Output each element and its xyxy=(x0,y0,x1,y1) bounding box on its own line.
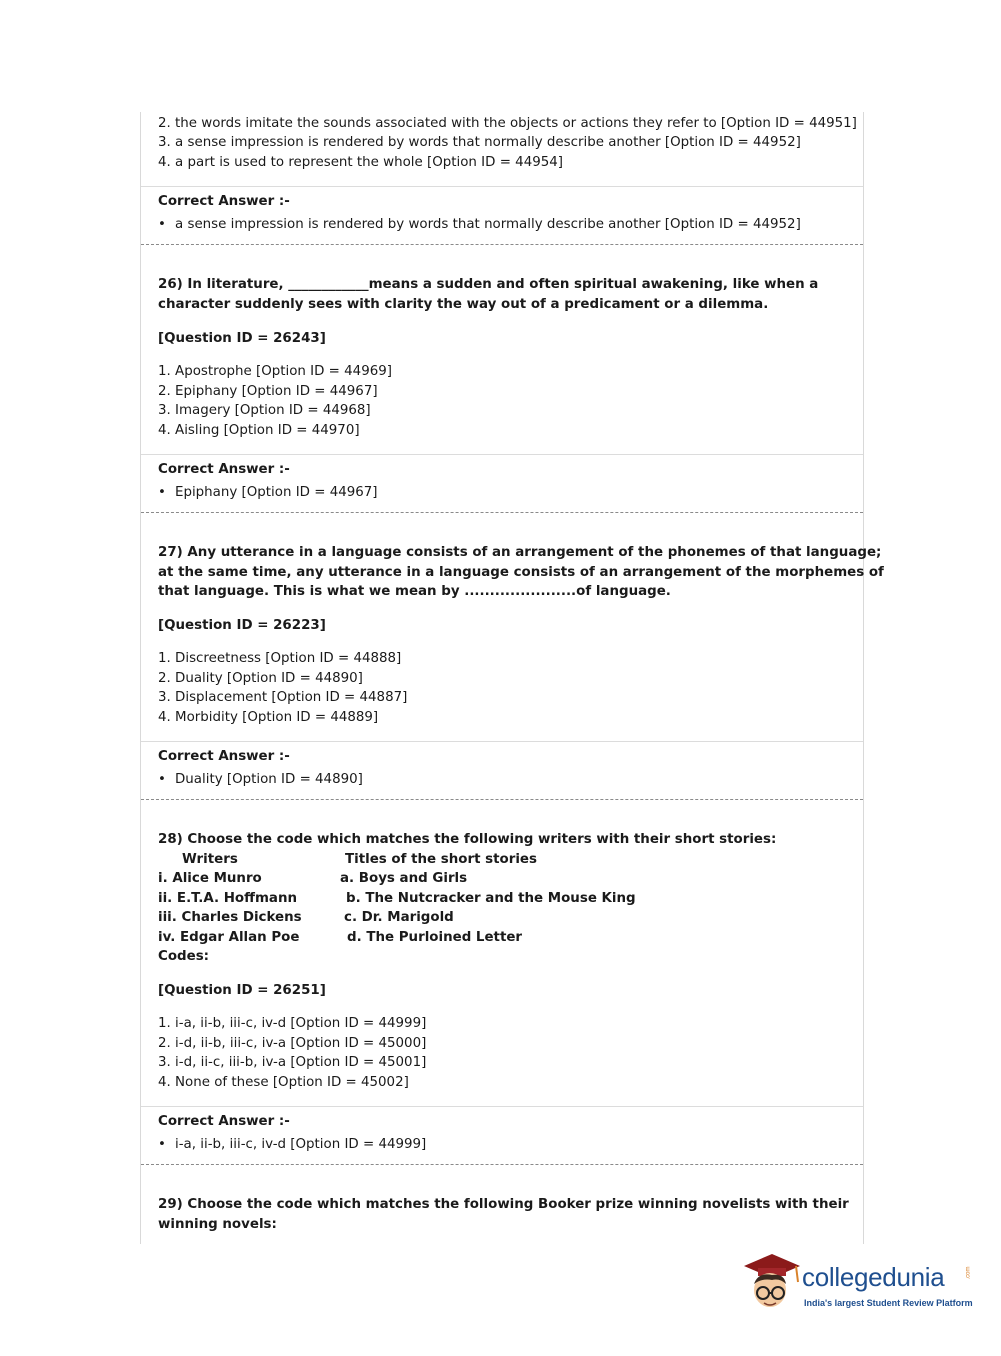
q27-answer-label: Correct Answer :- xyxy=(158,749,290,764)
q25-answer-label: Correct Answer :- xyxy=(158,194,290,209)
q28-codes-label: Codes: xyxy=(158,949,210,964)
divider xyxy=(141,186,863,187)
q28-title: b. The Nutcracker and the Mouse King xyxy=(346,891,636,906)
q28-option-2: 2. i-d, ii-b, iii-c, iv-a [Option ID = 45000] xyxy=(158,1036,427,1051)
q26-option-3: 3. Imagery [Option ID = 44968] xyxy=(158,403,371,418)
q27-option-3: 3. Displacement [Option ID = 44887] xyxy=(158,690,408,705)
q28-writer: iv. Edgar Allan Poe xyxy=(158,930,300,945)
q27-question-line-3: that language. This is what we mean by ......................of language. xyxy=(158,584,671,599)
q27-option-4: 4. Morbidity [Option ID = 44889] xyxy=(158,710,379,725)
q28-writer: iii. Charles Dickens xyxy=(158,910,302,925)
q28-answer-label: Correct Answer :- xyxy=(158,1114,290,1129)
q28-option-4: 4. None of these [Option ID = 45002] xyxy=(158,1075,409,1090)
q25-option-3: 3. a sense impression is rendered by words that normally describe another [Option ID = 44952] xyxy=(158,135,801,150)
q29-question-line-2: winning novels: xyxy=(158,1217,277,1232)
divider xyxy=(141,1106,863,1107)
q26-question-id: [Question ID = 26243] xyxy=(158,331,326,346)
q28-title: c. Dr. Marigold xyxy=(344,910,454,925)
q29-question-line-1: 29) Choose the code which matches the following Booker prize winning novelists with their xyxy=(158,1197,849,1212)
q26-option-2: 2. Epiphany [Option ID = 44967] xyxy=(158,384,378,399)
q25-answer: a sense impression is rendered by words that normally describe another [Option ID = 44952] xyxy=(175,217,801,232)
question-separator xyxy=(141,1164,863,1165)
divider xyxy=(141,741,863,742)
q28-option-1: 1. i-a, ii-b, iii-c, iv-d [Option ID = 44999] xyxy=(158,1016,427,1031)
logo-wordmark: collegedunia xyxy=(802,1262,945,1292)
q26-answer: Epiphany [Option ID = 44967] xyxy=(175,485,378,500)
question-separator xyxy=(141,799,863,800)
question-separator xyxy=(141,512,863,513)
logo-domain-suffix: .com xyxy=(965,1266,972,1280)
q28-col-head-titles: Titles of the short stories xyxy=(345,852,537,867)
q28-title: a. Boys and Girls xyxy=(340,871,468,886)
q27-option-2: 2. Duality [Option ID = 44890] xyxy=(158,671,363,686)
q28-question-id: [Question ID = 26251] xyxy=(158,983,326,998)
bullet: • xyxy=(158,1137,166,1152)
q26-question-line-1: 26) In literature, ____________means a sudden and often spiritual awakening, like when a xyxy=(158,277,819,292)
q28-option-3: 3. i-d, ii-c, iii-b, iv-a [Option ID = 45001] xyxy=(158,1055,427,1070)
q25-option-4: 4. a part is used to represent the whole [Option ID = 44954] xyxy=(158,155,563,170)
bullet: • xyxy=(158,772,166,787)
q26-option-1: 1. Apostrophe [Option ID = 44969] xyxy=(158,364,392,379)
q28-col-head-writers: Writers xyxy=(182,852,238,867)
q27-question-line-1: 27) Any utterance in a language consists of an arrangement of the phonemes of that language; xyxy=(158,545,882,560)
q26-option-4: 4. Aisling [Option ID = 44970] xyxy=(158,423,360,438)
q27-question-id: [Question ID = 26223] xyxy=(158,618,326,633)
bullet: • xyxy=(158,485,166,500)
q28-title: d. The Purloined Letter xyxy=(347,930,523,945)
q27-option-1: 1. Discreetness [Option ID = 44888] xyxy=(158,651,402,666)
student-mascot-icon xyxy=(740,1248,802,1320)
q28-answer: i-a, ii-b, iii-c, iv-d [Option ID = 44999] xyxy=(175,1137,427,1152)
q27-question-line-2: at the same time, any utterance in a language consists of an arrangement of the morphemes of xyxy=(158,565,884,580)
q27-answer: Duality [Option ID = 44890] xyxy=(175,772,363,787)
q28-writer: i. Alice Munro xyxy=(158,871,262,886)
q26-answer-label: Correct Answer :- xyxy=(158,462,290,477)
collegedunia-logo[interactable] xyxy=(740,1248,973,1320)
q28-writer: ii. E.T.A. Hoffmann xyxy=(158,891,298,906)
question-paper xyxy=(140,112,884,1244)
q28-question-line: 28) Choose the code which matches the following writers with their short stories: xyxy=(158,832,777,847)
q25-option-2: 2. the words imitate the sounds associated with the objects or actions they refer to [Option ID = 44951] xyxy=(158,116,857,131)
question-separator xyxy=(141,244,863,245)
q26-question-line-2: character suddenly sees with clarity the way out of a predicament or a dilemma. xyxy=(158,297,769,312)
bullet: • xyxy=(158,217,166,232)
divider xyxy=(141,454,863,455)
logo-tagline: India's largest Student Review Platform xyxy=(804,1298,973,1308)
